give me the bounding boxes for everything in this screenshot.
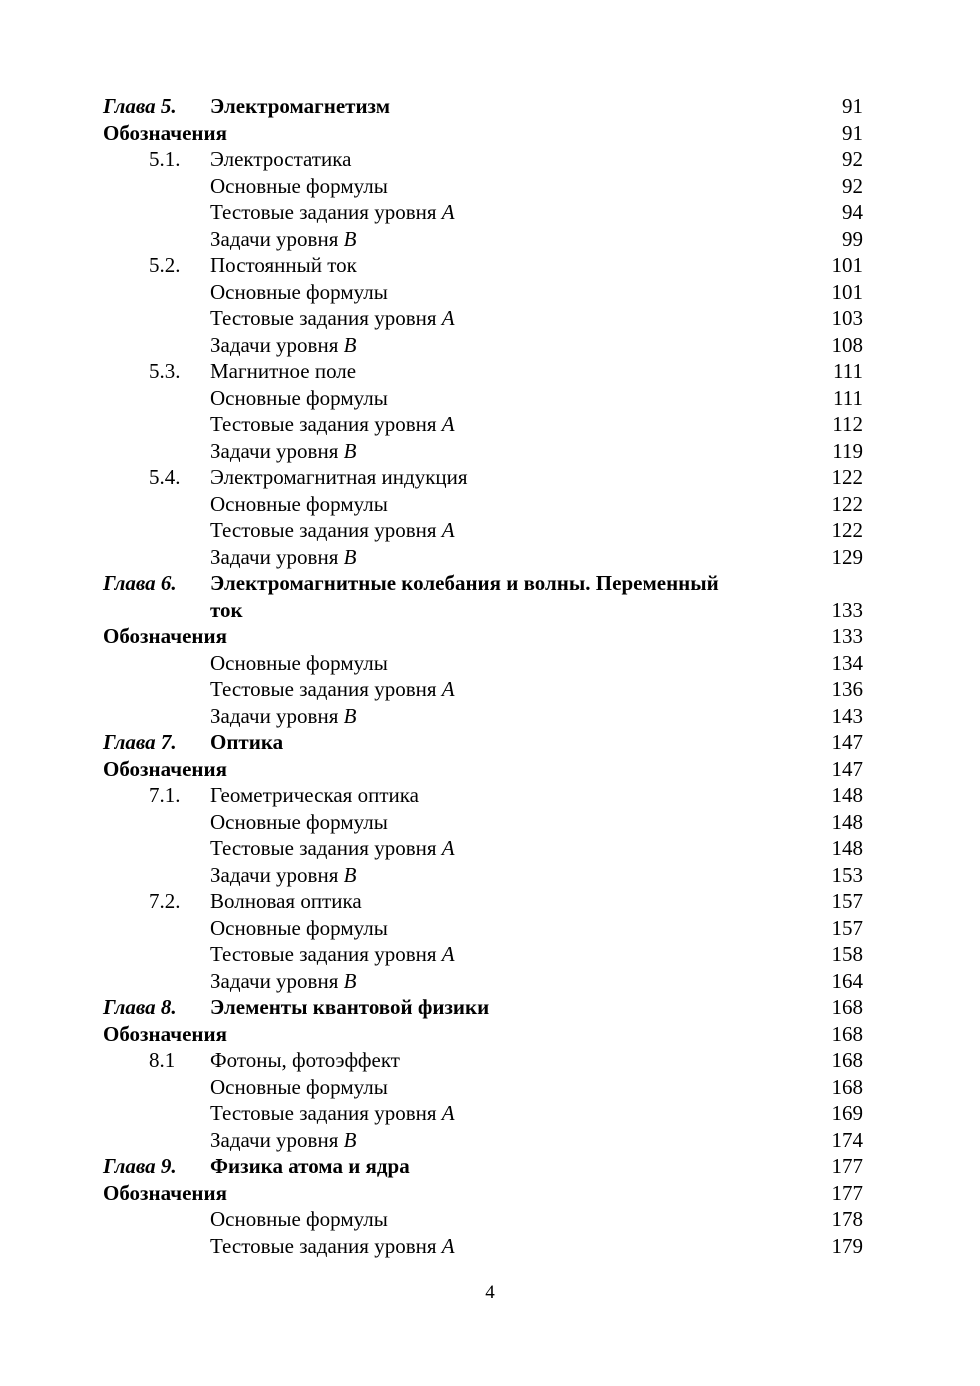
entry-title — [210, 597, 243, 624]
entry-title-text: Тестовые задания уровня — [210, 942, 437, 966]
entry-title — [210, 226, 356, 253]
entry-title — [210, 411, 455, 438]
page-ref: 147 — [831, 730, 863, 754]
toc-entry[interactable] — [103, 650, 863, 677]
level-letter: A — [441, 306, 455, 330]
entry-title-text: Тестовые задания уровня — [210, 412, 437, 436]
toc-entry[interactable] — [103, 1127, 863, 1154]
entry-title — [210, 1153, 410, 1180]
page-ref: 91 — [842, 94, 863, 118]
page-ref: 148 — [831, 783, 863, 807]
page-ref: 168 — [831, 995, 863, 1019]
toc-entry[interactable] — [103, 941, 863, 968]
entry-title — [210, 1206, 388, 1233]
page-ref: 99 — [842, 226, 863, 251]
toc-entry[interactable] — [103, 491, 863, 518]
entry-title — [210, 994, 489, 1021]
page-ref: 101 — [831, 253, 863, 277]
page-ref: 157 — [831, 889, 863, 913]
level-letter: B — [343, 703, 357, 728]
entry-title — [210, 491, 388, 518]
page-ref: 91 — [842, 120, 863, 145]
entry-title-text: Основные формулы — [210, 385, 388, 410]
toc-entry[interactable] — [103, 1153, 863, 1180]
entry-title-text: Основные формулы — [210, 915, 388, 940]
entry-title-text: Электромагнитные колебания и волны. Переменный — [210, 571, 719, 595]
entry-title-text: Физика атома и ядра — [210, 1154, 410, 1178]
page-ref: 148 — [831, 836, 863, 860]
toc-entry[interactable] — [103, 756, 863, 783]
page-ref: 143 — [831, 703, 863, 728]
entry-title — [210, 332, 356, 359]
entry-title-text: Электростатика — [210, 147, 352, 171]
page-ref: 111 — [833, 385, 863, 410]
entry-title-text: Задачи уровня — [210, 703, 339, 728]
entry-title-text: Электромагнетизм — [210, 94, 390, 118]
entry-title-text: ток — [210, 597, 243, 622]
toc-entry[interactable] — [103, 835, 863, 862]
level-letter: B — [343, 1127, 357, 1152]
entry-title — [210, 517, 455, 544]
notes-label: Обозначения — [103, 1180, 227, 1205]
entry-title — [210, 252, 357, 279]
notes-label: Обозначения — [103, 120, 227, 145]
entry-title — [210, 809, 388, 836]
entry-title-text: Основные формулы — [210, 279, 388, 304]
toc-entry[interactable] — [103, 279, 863, 306]
entry-title — [210, 544, 356, 571]
toc-entry[interactable] — [103, 888, 863, 915]
entry-title — [210, 1074, 388, 1101]
toc-entry[interactable] — [103, 332, 863, 359]
level-letter: A — [441, 518, 455, 542]
entry-title-text: Тестовые задания уровня — [210, 1233, 437, 1258]
entry-title — [210, 173, 388, 200]
toc-entry[interactable] — [103, 994, 863, 1021]
entry-title — [210, 1047, 400, 1074]
toc-entry[interactable] — [103, 915, 863, 942]
page-ref: 94 — [842, 200, 863, 224]
toc-entry[interactable] — [103, 517, 863, 544]
page-ref: 168 — [831, 1021, 863, 1046]
entry-title — [210, 862, 356, 889]
entry-title — [210, 650, 388, 677]
entry-title — [210, 358, 356, 385]
toc-entry[interactable] — [103, 703, 863, 730]
toc-entry[interactable] — [103, 1047, 863, 1074]
chapter-label: Глава 9. — [103, 1154, 177, 1178]
page-ref: 174 — [831, 1127, 863, 1152]
toc-entry[interactable] — [103, 1180, 863, 1207]
page-ref: 92 — [842, 147, 863, 171]
entry-title — [210, 835, 455, 862]
level-letter: B — [343, 226, 357, 251]
page-ref: 111 — [833, 359, 863, 383]
entry-title — [210, 1100, 455, 1127]
toc-entry[interactable] — [103, 570, 863, 597]
notes-label: Обозначения — [103, 624, 227, 648]
toc-entry[interactable] — [103, 146, 863, 173]
toc-entry[interactable] — [103, 120, 863, 147]
level-letter: A — [441, 200, 455, 224]
section-number: 5.3. — [149, 359, 181, 383]
page-ref: 158 — [831, 942, 863, 966]
toc-entry[interactable] — [103, 968, 863, 995]
entry-title-text: Задачи уровня — [210, 438, 339, 463]
page-ref: 179 — [831, 1233, 863, 1258]
page-ref: 168 — [831, 1048, 863, 1072]
notes-label: Обозначения — [103, 1021, 227, 1046]
entry-title-text: Фотоны, фотоэффект — [210, 1048, 400, 1072]
page-ref: 168 — [831, 1074, 863, 1099]
chapter-label: Глава 6. — [103, 571, 177, 595]
level-letter: A — [441, 836, 455, 860]
entry-title-text: Геометрическая оптика — [210, 783, 419, 807]
entry-title — [210, 915, 388, 942]
toc-entry[interactable] — [103, 729, 863, 756]
toc-entry[interactable] — [103, 676, 863, 703]
entry-title-text: Задачи уровня — [210, 544, 339, 569]
entry-title-text: Основные формулы — [210, 1207, 388, 1231]
toc-entry[interactable] — [103, 1074, 863, 1101]
toc-entry[interactable] — [103, 1021, 863, 1048]
entry-title — [210, 968, 356, 995]
entry-title-text: Электромагнитная индукция — [210, 465, 468, 489]
chapter-label: Глава 5. — [103, 94, 177, 118]
entry-title — [210, 199, 455, 226]
toc-entry[interactable] — [103, 782, 863, 809]
page-ref: 112 — [832, 412, 863, 436]
entry-title — [210, 676, 455, 703]
entry-title — [210, 1127, 356, 1154]
page-ref: 133 — [831, 597, 863, 622]
toc-entry[interactable] — [103, 544, 863, 571]
toc-entry[interactable] — [103, 305, 863, 332]
notes-label: Обозначения — [103, 756, 227, 781]
page-ref: 101 — [831, 279, 863, 304]
toc-entry[interactable] — [103, 809, 863, 836]
section-number: 7.1. — [149, 783, 181, 807]
entry-title-text: Магнитное поле — [210, 359, 357, 383]
page-ref: 103 — [831, 306, 863, 330]
page-ref: 164 — [831, 968, 863, 993]
entry-title-text: Оптика — [210, 730, 284, 754]
entry-title-text: Задачи уровня — [210, 968, 339, 993]
entry-title-text: Элементы квантовой физики — [210, 995, 490, 1019]
table-of-contents — [103, 93, 863, 1259]
page-ref: 134 — [831, 650, 863, 675]
page-ref: 122 — [831, 465, 863, 489]
entry-title-text: Тестовые задания уровня — [210, 200, 437, 224]
level-letter: A — [441, 677, 455, 701]
toc-entry[interactable] — [103, 623, 863, 650]
entry-title-text: Задачи уровня — [210, 226, 339, 251]
page-ref: 153 — [831, 862, 863, 887]
entry-title — [210, 305, 455, 332]
level-letter: B — [343, 862, 357, 887]
page-ref: 177 — [831, 1154, 863, 1178]
entry-title-text: Основные формулы — [210, 1074, 388, 1099]
toc-entry[interactable] — [103, 1100, 863, 1127]
entry-title-text: Тестовые задания уровня — [210, 306, 437, 330]
entry-title — [210, 385, 388, 412]
entry-title-text: Основные формулы — [210, 650, 388, 675]
toc-entry[interactable] — [103, 358, 863, 385]
page-ref: 122 — [831, 518, 863, 542]
toc-entry[interactable] — [103, 1206, 863, 1233]
entry-title — [210, 146, 351, 173]
entry-title — [210, 93, 390, 120]
entry-title — [210, 464, 468, 491]
section-number: 5.2. — [149, 253, 181, 277]
page-ref: 92 — [842, 173, 863, 198]
toc-entry[interactable] — [103, 862, 863, 889]
entry-title-text: Задачи уровня — [210, 1127, 339, 1152]
toc-entry[interactable] — [103, 438, 863, 465]
entry-title — [210, 570, 719, 597]
entry-title-text: Тестовые задания уровня — [210, 677, 437, 701]
entry-title — [210, 279, 388, 306]
toc-entry[interactable] — [103, 464, 863, 491]
entry-title — [210, 703, 356, 730]
page-ref: 133 — [831, 624, 863, 648]
page-ref: 148 — [831, 809, 863, 834]
page-ref: 177 — [831, 1180, 863, 1205]
level-letter: A — [441, 942, 455, 966]
page-ref: 129 — [831, 544, 863, 569]
page-ref: 147 — [831, 756, 863, 781]
toc-entry[interactable] — [103, 226, 863, 253]
page-ref: 122 — [831, 491, 863, 516]
entry-title-text: Тестовые задания уровня — [210, 518, 437, 542]
chapter-label: Глава 7. — [103, 730, 177, 754]
toc-entry[interactable] — [103, 252, 863, 279]
entry-title — [210, 782, 419, 809]
level-letter: A — [441, 1233, 455, 1258]
entry-title-text: Волновая оптика — [210, 889, 362, 913]
section-number: 5.1. — [149, 147, 181, 171]
page-number: 4 — [485, 1282, 495, 1303]
toc-entry[interactable] — [103, 173, 863, 200]
level-letter: B — [343, 968, 357, 993]
entry-title — [210, 941, 455, 968]
entry-title-text: Основные формулы — [210, 809, 388, 834]
entry-title-text: Задачи уровня — [210, 332, 339, 357]
level-letter: A — [441, 1101, 455, 1125]
page-ref: 108 — [831, 332, 863, 357]
entry-title-text: Постоянный ток — [210, 253, 357, 277]
chapter-label: Глава 8. — [103, 995, 177, 1019]
page-ref: 169 — [831, 1101, 863, 1125]
level-letter: B — [343, 438, 357, 463]
entry-title — [210, 729, 283, 756]
section-number: 5.4. — [149, 465, 181, 489]
entry-title-text: Тестовые задания уровня — [210, 836, 437, 860]
toc-entry[interactable] — [103, 597, 863, 624]
toc-entry[interactable] — [103, 385, 863, 412]
toc-entry[interactable] — [103, 199, 863, 226]
toc-entry[interactable] — [103, 1233, 863, 1260]
toc-entry[interactable] — [103, 411, 863, 438]
entry-title-text: Задачи уровня — [210, 862, 339, 887]
entry-title-text: Основные формулы — [210, 491, 388, 516]
entry-title-text: Основные формулы — [210, 173, 388, 198]
level-letter: A — [441, 412, 455, 436]
level-letter: B — [343, 544, 357, 569]
section-number: 8.1 — [149, 1048, 176, 1072]
toc-entry[interactable] — [103, 93, 863, 120]
page-ref: 178 — [831, 1207, 863, 1231]
page-ref: 136 — [831, 677, 863, 701]
page-ref: 157 — [831, 915, 863, 940]
section-number: 7.2. — [149, 889, 181, 913]
page-ref: 119 — [832, 438, 863, 463]
level-letter: B — [343, 332, 357, 357]
entry-title-text: Тестовые задания уровня — [210, 1101, 437, 1125]
entry-title — [210, 888, 362, 915]
entry-title — [210, 1233, 455, 1260]
entry-title — [210, 438, 356, 465]
